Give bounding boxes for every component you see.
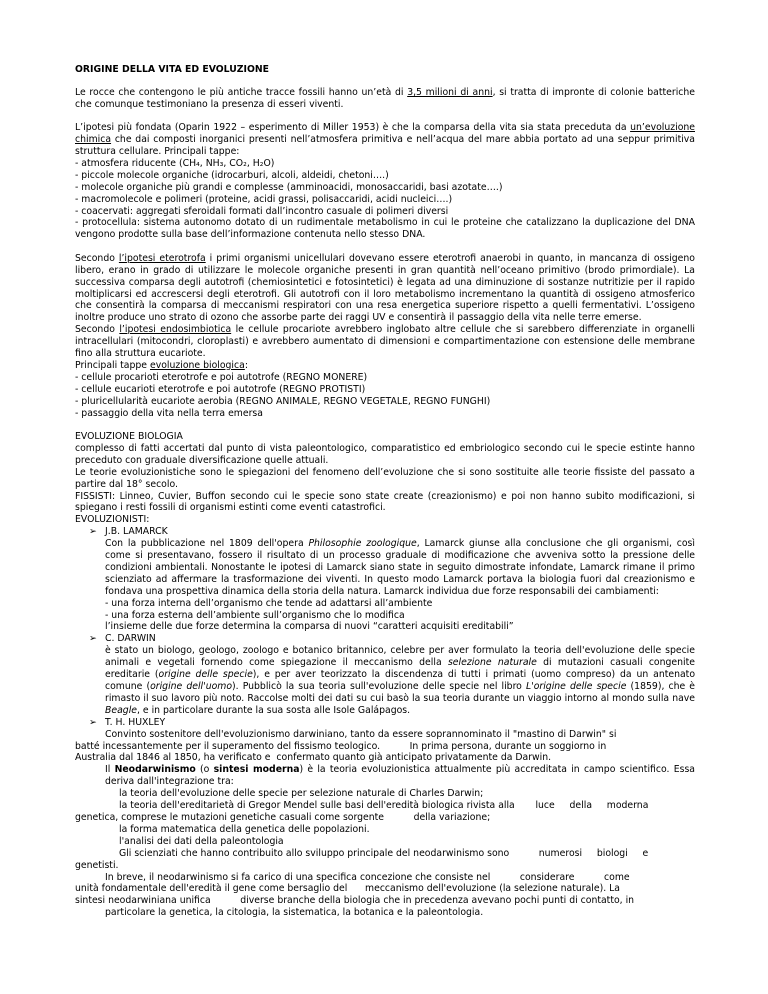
text: (o <box>195 764 214 776</box>
text: J.B. LAMARCK <box>105 526 168 538</box>
bold-text: Neodarwinismo <box>114 764 196 776</box>
list-item: - pluricellularità eucariote aerobia (REGNO ANIMALE, REGNO VEGETALE, REGNO FUNGHI) <box>75 395 491 407</box>
text: è stato un biologo, geologo, zoologo e botanico britannico, celebre per aver formulato la teoria dell'evoluzione delle specie animali e vegetali fornendo come spiegazione il meccanismo della <box>105 645 695 669</box>
list-item: - protocellula: sistema autonomo dotato di un rudimentale metabolismo in cui le proteine che catalizzano la duplicazione del DNA vengono prodotte sulla base dell’informazione contenuta nello stesso DNA. <box>75 217 695 241</box>
italic-text: Philosophie zoologique <box>308 538 417 550</box>
text: ), e per aver teorizzato la discendenza di tutti i primati (uomo compreso) da un antenato comune ( <box>105 669 696 692</box>
list-item: - passaggio della vita nella terra emersa <box>75 407 263 419</box>
paragraph: Le teorie evoluzionistiche sono le spiegazioni del fenomeno dell’evoluzione che si sono sostituite alle teorie fissiste del passato a partire dal 18° secolo. <box>75 466 695 490</box>
list-item-continuation: genetica, comprese le mutazioni genetiche casuali come sorgente della variazione; <box>75 811 491 823</box>
list-item: la teoria dell'ereditarietà di Gregor Mendel sulle basi dell'eredità biologica rivista alla luce della moderna <box>119 800 649 812</box>
darwin-heading <box>75 633 695 645</box>
italic-text: Beagle <box>105 704 137 716</box>
list-item: - cellule procarioti eterotrofe e poi autotrofe (REGNO MONERE) <box>75 371 368 383</box>
list-item: - molecole organiche più grandi e complesse (amminoacidi, monosaccaridi, basi azotate….) <box>75 181 503 193</box>
text: , e in particolare durante la sua sosta alle Isole Galápagos. <box>137 704 411 716</box>
underlined-text: l’ipotesi endosimbiotica <box>119 324 232 336</box>
underlined-text: evoluzione biologica <box>149 359 245 371</box>
text: (1859), che è rimasto il suo lavoro più noto. Raccolse molti dei dati su cui basò la sua teoria durante un viaggio intorno al mondo sulla nave <box>105 681 696 704</box>
text: T. H. HUXLEY <box>105 716 166 728</box>
list-item: la teoria dell'evoluzione delle specie per selezione naturale di Charles Darwin; <box>119 788 484 800</box>
text: Con la pubblicazione nel 1809 dell'opera <box>105 538 309 550</box>
section-heading: EVOLUZIONE BIOLOGIA <box>75 430 183 442</box>
underlined-text: l’ipotesi eterotrofa <box>118 252 206 264</box>
paragraph: batté incessantemente per il superamento del fissismo teologico. In prima persona, durante un soggiorno in <box>75 740 607 752</box>
text: L’ipotesi più fondata (Oparin 1922 – esperimento di Miller 1953) è che la comparsa della vita sia stata preceduta da <box>75 122 631 134</box>
paragraph-fossils <box>75 87 695 111</box>
underlined-text: un’evoluzione chimica <box>75 122 695 146</box>
list-item-continuation: genetisti. <box>75 859 119 871</box>
document-page <box>75 64 695 919</box>
text: le cellule procariote avrebbero inglobato altre cellule che si sarebbero differenziate in organelli intracellulari (mitocondri, cloroplasti) e avrebbero aumentato di dimensioni e compartimentazione con estensione delle membrane fino alla struttura eucariote. <box>75 324 695 360</box>
neodarwinism-paragraph <box>75 764 695 788</box>
paragraph: FISSISTI: Linneo, Cuvier, Buffon secondo cui le specie sono state create (creazionismo) e poi non hanno subito modificazioni, si spiegano i resti fossili di organismi estinti come eventi catastrofici. <box>75 490 695 514</box>
italic-text: origine delle specie <box>158 669 253 681</box>
list-item: - piccole molecole organiche (idrocarburi, alcoli, aldeidi, chetoni….) <box>75 169 389 181</box>
paragraph-biological-steps <box>75 360 695 372</box>
paragraph <box>105 538 695 598</box>
paragraph: EVOLUZIONISTI: <box>75 514 150 526</box>
list-item: Gli scienziati che hanno contribuito allo sviluppo principale del neodarwinismo sono numerosi biologi e <box>119 847 649 859</box>
text: i primi organismi unicellulari dovevano essere eterotrofi anaerobi in quanto, in mancanza di ossigeno libero, erano in grado di utilizzare le molecole organiche presenti in gran quantità nell’oceano primitivo (brodo primordiale). La successiva comparsa degli autotrofi (chemiosintetici e fotosintetici) è legata ad una diminuzione di sostanze nutritizie per il rapido moltiplicarsi ed accrescersi degli eterotrofi. Gli autotrofi con il loro metabolismo incrementano la quantità di ossigeno atmosferico che consentirà la comparsa di meccanismi respiratori con una resa energetica superiore rispetto a quelli fermentativi. L’ossigeno inoltre produce uno strato di ozono che assorbe parte dei raggi UV e consentirà il passaggio della vita nelle terre emerse. <box>75 252 695 324</box>
italic-text: selezione naturale <box>447 657 537 669</box>
huxley-heading <box>75 717 695 729</box>
lamarck-heading <box>75 526 695 538</box>
list-item: - coacervati: aggregati sferoidali formati dall’incontro casuale di polimeri diversi <box>75 205 449 217</box>
paragraph <box>105 645 695 716</box>
paragraph: l’insieme delle due forze determina la comparsa di nuovi “caratteri acquisiti ereditabili” <box>105 621 514 633</box>
darwin-section <box>75 645 695 716</box>
arrow-bullet-icon: ➢ <box>89 633 97 645</box>
text: Secondo <box>75 252 119 264</box>
text: ). Pubblicò la sua teoria sull'evoluzione delle specie nel libro <box>232 681 526 692</box>
paragraph: complesso di fatti accertati dal punto di vista paleontologico, comparatistico ed embriologico secondo cui le specie estinte hanno preceduto con graduale diversificazione quelle attuali. <box>75 442 695 466</box>
list-item: - atmosfera riducente (CH₄, NH₃, CO₂, H₂O) <box>75 157 275 169</box>
text: di mutazioni casuali congenite ereditarie ( <box>105 657 695 681</box>
italic-text: origine dell'uomo <box>150 681 233 692</box>
text: Le rocce che contengono le più antiche tracce fossili hanno un’età di <box>75 86 408 98</box>
text: C. DARWIN <box>105 633 156 645</box>
arrow-bullet-icon: ➢ <box>89 716 97 728</box>
text: , si tratta di impronte di colonie batteriche che comunque testimoniano la presenza di esseri viventi. <box>75 86 695 110</box>
text: , Lamarck giunse alla conclusione che gli organismi, così come si presentavano, fossero il risultato di un processo graduale di modificazione che avveniva sotto la pressione delle condizioni ambientali. Nonostante le ipotesi di Lamarck siano state in seguito dimostrate infondate, Lamarck rimane il primo scienziato ad affermare la trasformazione dei viventi. In questo modo Lamarck portava la biologia fuori dal creazionismo e fondava una prospettiva dinamica della storia della natura. Lamarck individua due forze responsabili dei cambiamenti: <box>105 538 695 597</box>
list-item: - una forza esterna dell’ambiente sull’organismo che lo modifica <box>105 609 405 621</box>
summary-line: particolare la genetica, la citologia, la sistematica, la botanica e la paleontologia. <box>105 907 484 919</box>
arrow-bullet-icon: ➢ <box>89 526 97 538</box>
text: : <box>244 359 248 371</box>
document-title: ORIGINE DELLA VITA ED EVOLUZIONE <box>75 64 269 75</box>
paragraph: Australia dal 1846 al 1850, ha verificato e confermato quanto già anticipato privatamente da Darwin. <box>75 752 552 764</box>
list-item: l'analisi dei dati della paleontologia <box>119 835 284 847</box>
list-item: la forma matematica della genetica delle popolazioni. <box>119 823 370 835</box>
text: che dai composti inorganici presenti nell’atmosfera primitiva e nell’acqua del mare abbia portato ad una seppur primitiva struttura cellulare. Principali tappe: <box>75 134 695 158</box>
summary-line: In breve, il neodarwinismo si fa carico di una specifica concezione che consiste nel considerare come <box>105 871 630 883</box>
paragraph-chemical-evolution <box>75 122 695 158</box>
text: Il <box>105 764 115 776</box>
list-item: - una forza interna dell’organismo che tende ad adattarsi all’ambiente <box>105 597 433 609</box>
paragraph-endosymbiotic-hypothesis <box>75 324 695 360</box>
text: Secondo <box>75 324 120 336</box>
text: Principali tappe <box>75 359 150 371</box>
paragraph-heterotroph-hypothesis <box>75 253 695 324</box>
summary-line: unità fondamentale dell'eredità il gene come bersaglio del meccanismo dell'evoluzione (la selezione naturale). La <box>75 883 621 895</box>
paragraph: Convinto sostenitore dell'evoluzionismo darwiniano, tanto da essere soprannominato il "mastino di Darwin" si <box>105 728 617 740</box>
bold-text: sintesi moderna <box>213 764 300 776</box>
list-item: - cellule eucarioti eterotrofe e poi autotrofe (REGNO PROTISTI) <box>75 383 366 395</box>
list-item: - macromolecole e polimeri (proteine, acidi grassi, polisaccaridi, acidi nucleici….) <box>75 193 453 205</box>
italic-text: L'origine delle specie <box>525 681 627 692</box>
summary-line: sintesi neodarwiniana unifica diverse branche della biologia che in precedenza avevano pochi punti di contatto, in <box>75 895 635 907</box>
underlined-text: 3,5 milioni di anni <box>407 86 493 98</box>
lamarck-section <box>75 538 695 633</box>
text: ) è la teoria evoluzionistica attualmente più accreditata in campo scientifico. Essa deriva dall'integrazione tra: <box>105 764 695 788</box>
